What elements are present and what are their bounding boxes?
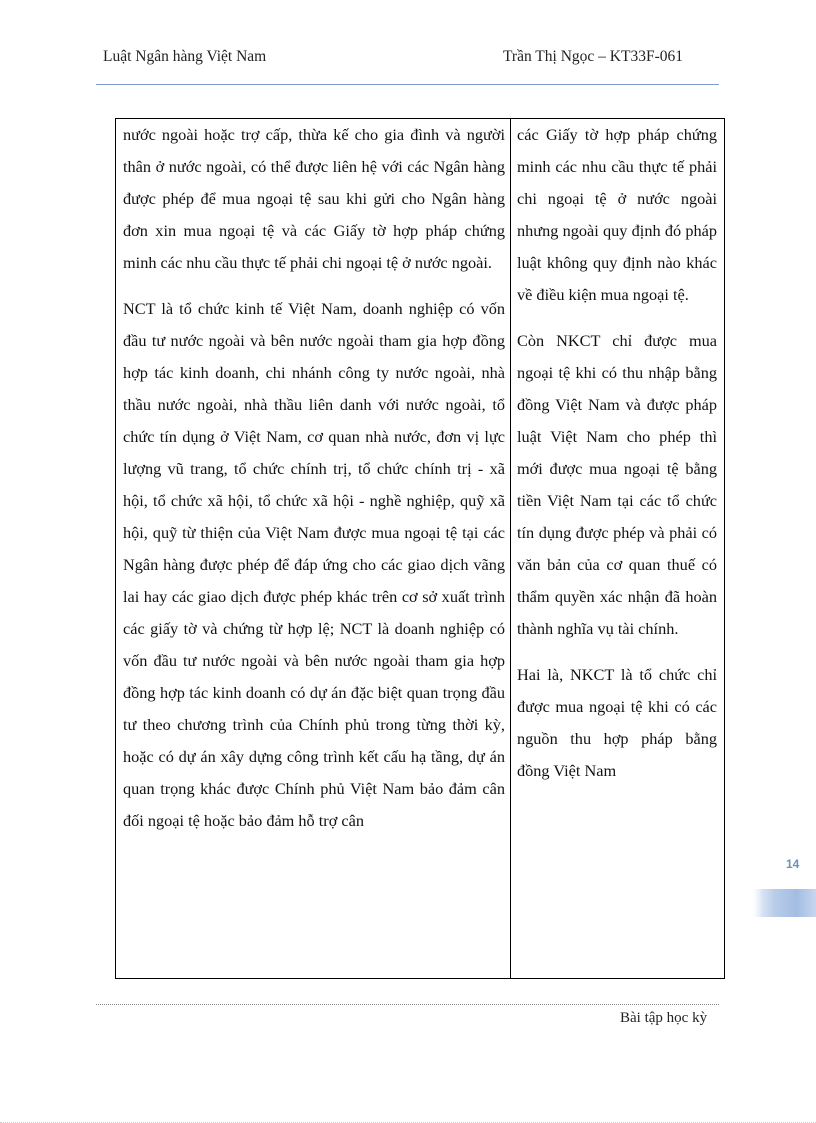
header-title: Luật Ngân hàng Việt Nam [103,48,267,65]
page-tab-decoration [752,889,816,917]
footer-label: Bài tập học kỳ [620,1010,708,1026]
column-divider [510,119,511,978]
header-author: Trần Thị Ngọc – KT33F-061 [503,48,683,65]
right-paragraph-3: Hai là, NKCT là tổ chức chỉ được mua ngoại tệ khi có các nguồn thu hợp pháp bằng đồng Việt Nam [517,665,717,780]
table-right-column [517,119,717,978]
footer-divider [96,1004,719,1005]
right-paragraph-1: các Giấy tờ hợp pháp chứng minh các nhu cầu thực tế phải chi ngoại tệ ở nước ngoài nhưng ngoài quy định đó pháp luật không quy định nào khác về điều kiện mua ngoại tệ. [517,125,717,304]
page-number: 14 [786,857,800,871]
left-paragraph-1: nước ngoài hoặc trợ cấp, thừa kế cho gia đình và người thân ở nước ngoài, có thể được liên hệ với các Ngân hàng được phép để mua ngoại tệ sau khi gửi cho Ngân hàng đơn xin mua ngoại tệ và các Giấy tờ hợp pháp chứng minh các nhu cầu thực tế phải chi ngoại tệ ở nước ngoài. [123,125,505,272]
right-paragraph-2: Còn NKCT chỉ được mua ngoại tệ khi có thu nhập bằng đồng Việt Nam và được pháp luật Việt Nam cho phép thì mới được mua ngoại tệ bằng tiền Việt Nam tại các tổ chức tín dụng được phép và phải có văn bản của cơ quan thuế có thẩm quyền xác nhận đã hoàn thành nghĩa vụ tài chính. [517,331,717,638]
content-table [115,118,725,979]
left-paragraph-2: NCT là tổ chức kinh tế Việt Nam, doanh nghiệp có vốn đầu tư nước ngoài và bên nước ngoài tham gia hợp đồng hợp tác kinh doanh, chi nhánh công ty nước ngoài, nhà thầu nước ngoài, nhà thầu liên danh với nước ngoài, tổ chức tín dụng ở Việt Nam, cơ quan nhà nước, đơn vị lực lượng vũ trang, tổ chức chính trị, tổ chức chính trị - xã hội, tổ chức xã hội, tổ chức xã hội - nghề nghiệp, quỹ xã hội, quỹ từ thiện của Việt Nam được mua ngoại tệ tại các Ngân hàng được phép để đáp ứng cho các giao dịch vãng lai hay các giao dịch được phép khác trên cơ sở xuất trình các giấy tờ và chứng từ hợp lệ; NCT là doanh nghiệp có vốn đầu tư nước ngoài và bên nước ngoài tham gia hợp đồng hợp tác kinh doanh có dự án đặc biệt quan trọng đầu tư theo chương trình của Chính phủ trong từng thời kỳ, hoặc có dự án xây dựng công trình kết cấu hạ tầng, dự án quan trọng khác được Chính phủ Việt Nam bảo đảm cân đối ngoại tệ hoặc bảo đảm hỗ trợ cân [123,299,505,830]
table-left-column [123,119,505,978]
header-divider [96,84,719,85]
